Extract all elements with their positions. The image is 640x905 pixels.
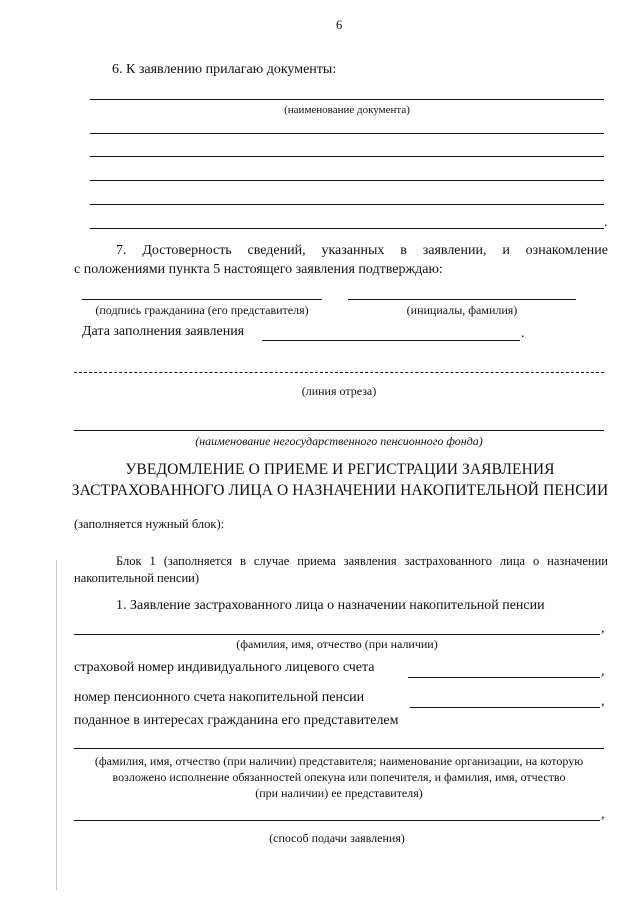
block-1-line-1: Блок 1 (заполняется в случае приема заявления застрахованного лица о назначении (116, 554, 608, 568)
date-end-dot: . (521, 326, 525, 341)
fio-comma: , (601, 621, 605, 636)
snils-label: страховой номер индивидуального лицевого счета (74, 660, 375, 675)
cut-line (74, 372, 604, 373)
snils-field-line[interactable] (408, 677, 600, 678)
account-label: номер пенсионного счета накопительной пенсии (74, 690, 365, 705)
representative-caption-line-1: (фамилия, имя, отчество (при наличии) представителя; наименование организации, на которую (94, 754, 584, 768)
scan-edge (56, 560, 57, 890)
document-line-3[interactable] (90, 156, 604, 157)
notice-title-line-2: ЗАСТРАХОВАННОГО ЛИЦА О НАЗНАЧЕНИИ НАКОПИТЕЛЬНОЙ ПЕНСИИ (71, 482, 609, 499)
representative-caption-line-3: (при наличии) ее представителя) (255, 786, 423, 800)
cut-line-caption: (линия отреза) (301, 384, 377, 398)
representative-caption-line-2: возложено исполнение обязанностей опекуна или попечителя, и фамилия, имя, отчество (112, 770, 566, 784)
document-end-dot: . (604, 215, 608, 230)
document-line-6[interactable] (90, 228, 604, 229)
initials-caption: (инициалы, фамилия) (406, 303, 518, 317)
signature-caption: (подпись гражданина (его представителя) (95, 303, 309, 317)
date-label: Дата заполнения заявления (82, 324, 245, 339)
item-1-heading: 1. Заявление застрахованного лица о назначении накопительной пенсии (116, 598, 545, 613)
document-line-1[interactable] (90, 99, 604, 100)
signature-line[interactable] (82, 299, 322, 300)
fill-note: (заполняется нужный блок): (74, 517, 225, 531)
document-line-5[interactable] (90, 204, 604, 205)
document-caption: (наименование документа) (284, 104, 410, 116)
date-field-line[interactable] (262, 340, 520, 341)
page-number: 6 (336, 18, 343, 32)
representative-line[interactable] (74, 748, 604, 749)
notice-title-line-1: УВЕДОМЛЕНИЕ О ПРИЕМЕ И РЕГИСТРАЦИИ ЗАЯВЛЕНИЯ (125, 461, 555, 478)
account-field-line[interactable] (410, 707, 600, 708)
snils-comma: , (601, 664, 605, 679)
fund-name-caption: (наименование негосударственного пенсионного фонда) (195, 434, 483, 448)
submission-method-line[interactable] (74, 820, 600, 821)
account-comma: , (601, 694, 605, 709)
section-6-heading: 6. К заявлению прилагаю документы: (112, 62, 337, 77)
submission-method-comma: , (601, 807, 605, 822)
document-line-4[interactable] (90, 180, 604, 181)
fio-caption: (фамилия, имя, отчество (при наличии) (236, 637, 438, 651)
initials-line[interactable] (348, 299, 576, 300)
document-line-2[interactable] (90, 133, 604, 134)
section-7-line-1: 7. Достоверность сведений, указанных в заявлении, и ознакомление (116, 243, 608, 258)
submission-method-caption: (способ подачи заявления) (269, 831, 405, 845)
section-7-line-2: с положениями пункта 5 настоящего заявления подтверждаю: (74, 262, 443, 277)
fio-line[interactable] (74, 634, 600, 635)
fund-name-line[interactable] (74, 430, 604, 431)
filed-label: поданное в интересах гражданина его представителем (74, 713, 399, 728)
block-1-line-2: накопительной пенсии) (74, 571, 200, 585)
